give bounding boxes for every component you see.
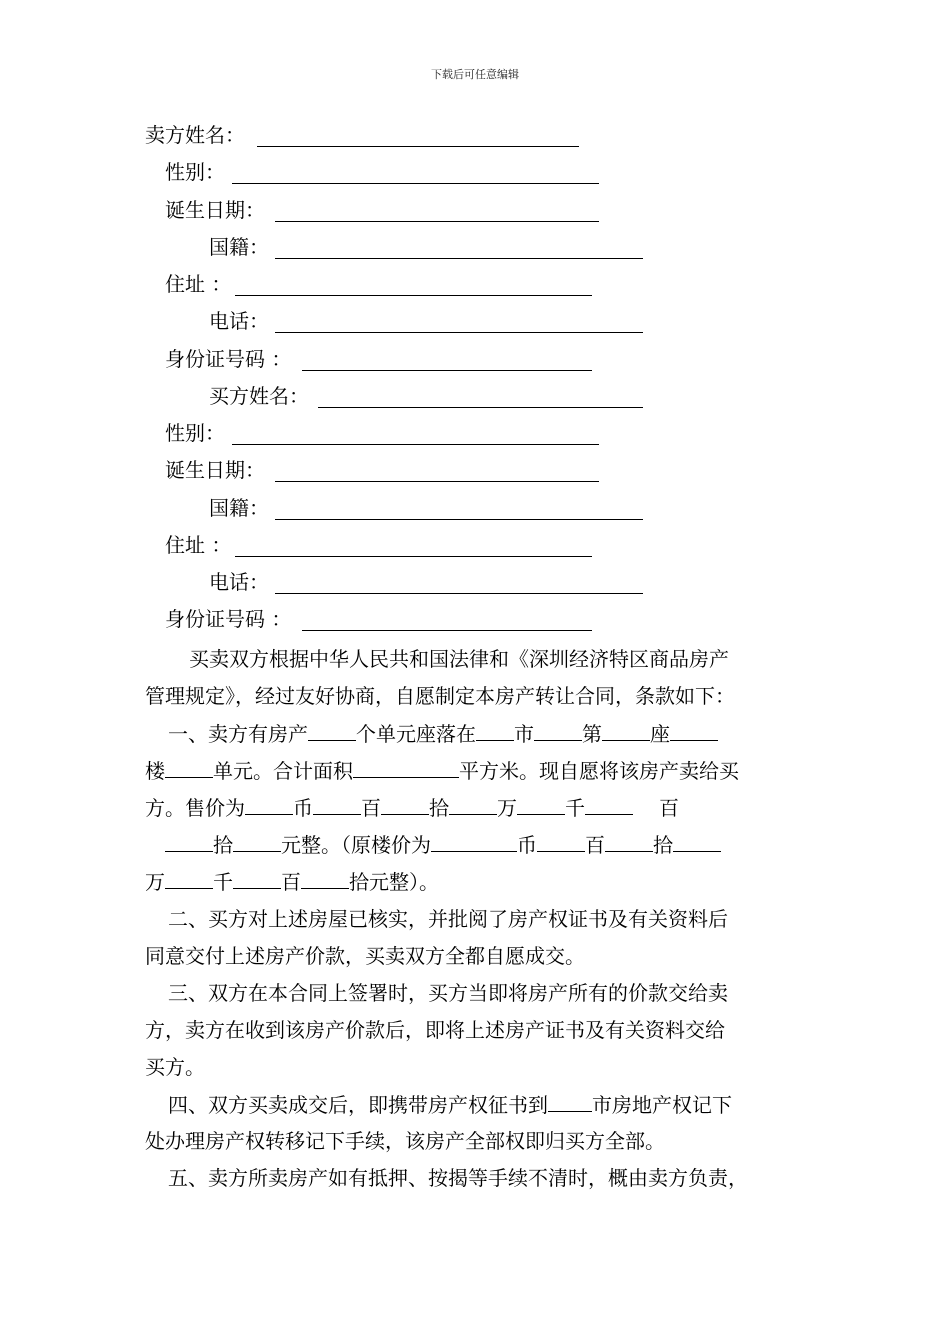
field-label: 卖方姓名： [145,123,245,147]
clause-5-line-1: 五、卖方所卖房产如有抵押、按揭等手续不清时，概由卖方负责， [168,1166,748,1190]
clause-3-line-3: 买方。 [145,1055,205,1079]
intro-line-2: 管理规定》，经过友好协商，自愿制定本房产转让合同，条款如下： [145,684,735,708]
buyer-nationality-field[interactable] [209,493,269,523]
blank-line[interactable] [605,829,653,852]
blank-line[interactable] [431,829,517,852]
blank-line[interactable] [534,718,582,741]
clause-1-line-3: 方。售价为 币 百 拾 万 千 百 [145,792,679,822]
blank-line [275,481,599,482]
blank-line [275,332,643,333]
blank-line[interactable] [517,792,565,815]
field-label: 电话： [209,309,269,333]
blank-line [275,519,643,520]
blank-line[interactable] [165,755,213,778]
seller-phone-field[interactable] [209,306,269,336]
field-label: 国籍： [209,235,269,259]
blank-line[interactable] [301,866,349,889]
blank-line [235,556,592,557]
blank-line[interactable] [165,866,213,889]
blank-line[interactable] [449,792,497,815]
seller-address-field[interactable] [165,269,231,299]
blank-line[interactable] [670,718,718,741]
clause-4-line-2: 处办理房产权转移记下手续，该房产全部权即归买方全部。 [145,1129,665,1153]
blank-line [275,593,643,594]
field-label: 诞生日期： [165,198,265,222]
field-label: 买方姓名： [209,384,309,408]
blank-line[interactable] [537,829,585,852]
blank-line [232,183,599,184]
blank-line [318,407,643,408]
seller-gender-field[interactable] [165,157,225,187]
blank-line [232,444,599,445]
clause-4-line-1: 四、双方买卖成交后，即携带房产权征书到 市房地产权记下 [168,1089,732,1119]
blank-line[interactable] [476,718,514,741]
buyer-gender-field[interactable] [165,418,225,448]
clause-1-line-5: 万 千 百 拾元整）。 [145,866,439,896]
buyer-id-field[interactable] [165,604,291,634]
field-label: 国籍： [209,496,269,520]
blank-line[interactable] [165,829,213,852]
seller-id-field[interactable] [165,344,291,374]
clause-1-line-1: 一、卖方有房产 个单元座落在 市 第 座 [168,718,718,748]
seller-birthdate-field[interactable] [165,195,265,225]
field-label: 身份证号码 ： [165,607,292,631]
seller-name-field[interactable] [145,120,245,150]
blank-line[interactable] [308,718,356,741]
blank-line[interactable] [313,792,361,815]
seller-nationality-field[interactable] [209,232,269,262]
blank-line[interactable] [602,718,650,741]
buyer-name-field[interactable] [209,381,309,411]
buyer-address-field[interactable] [165,530,231,560]
clause-1-line-2: 楼 单元。合计面积 平方米。现自愿将该房产卖给买 [145,755,739,785]
field-label: 性别： [165,160,225,184]
clause-1-line-4: 拾 元整。（原楼价为 币 百 拾 [165,829,721,859]
blank-line[interactable] [233,866,281,889]
blank-line[interactable] [585,792,633,815]
blank-line[interactable] [353,755,459,778]
field-label: 身份证号码 ： [165,347,292,371]
clause-3-line-1: 三、双方在本合同上签署时，买方当即将房产所有的价款交给卖 [168,981,728,1005]
buyer-phone-field[interactable] [209,567,269,597]
clause-2-line-1: 二、买方对上述房屋已核实，并批阅了房产权证书及有关资料后 [168,907,728,931]
blank-line[interactable] [381,792,429,815]
field-label: 住址 ： [165,272,232,296]
blank-line [235,295,592,296]
blank-line[interactable] [245,792,293,815]
field-label: 住址 ： [165,533,232,557]
clause-3-line-2: 方，卖方在收到该房产价款后，即将上述房产证书及有关资料交给 [145,1018,725,1042]
intro-line-1: 买卖双方根据中华人民共和国法律和《深圳经济特区商品房产 [189,647,729,671]
field-label: 电话： [209,570,269,594]
buyer-birthdate-field[interactable] [165,455,265,485]
blank-line [275,258,643,259]
field-label: 诞生日期： [165,458,265,482]
field-label: 性别： [165,421,225,445]
blank-line[interactable] [233,829,281,852]
clause-2-line-2: 同意交付上述房产价款，买卖双方全都自愿成交。 [145,944,585,968]
blank-line [275,221,599,222]
blank-line [302,630,592,631]
blank-line[interactable] [673,829,721,852]
blank-line [257,146,579,147]
page-header: 下载后可任意编辑 [431,68,519,81]
blank-line[interactable] [548,1089,592,1112]
blank-line [302,370,592,371]
